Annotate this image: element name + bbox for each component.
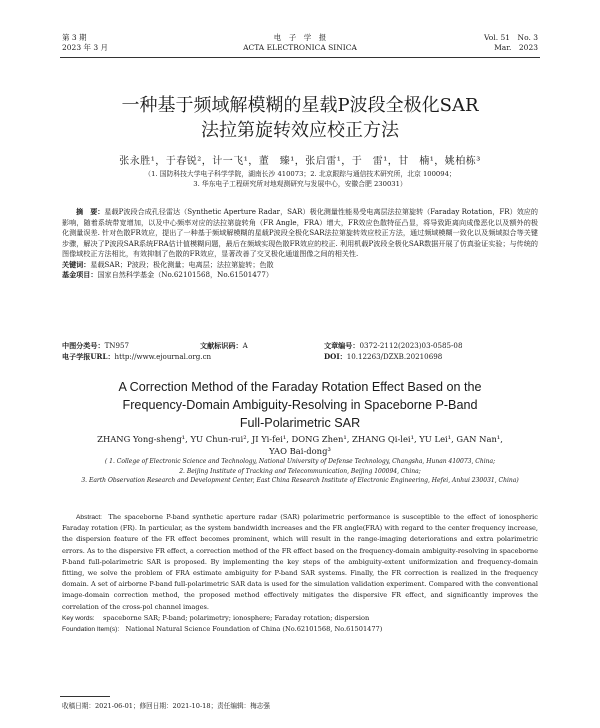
fund-en-label: Foundation Item(s):	[62, 626, 120, 634]
running-header-right	[484, 33, 538, 53]
clc-number	[62, 341, 129, 351]
volume-number: Vol. 51 No. 3	[484, 33, 538, 42]
running-header-left	[62, 33, 108, 53]
issue-number: 第 3 期	[62, 33, 87, 42]
doi	[324, 352, 442, 362]
keywords-en	[62, 613, 538, 624]
keywords-cn-label: 关键词：	[62, 259, 91, 269]
issue-date-en: Mar. 2023	[494, 43, 538, 52]
article-label: 文章编号：	[324, 341, 360, 350]
running-header-center	[200, 33, 400, 53]
url-value[interactable]: http://www.ejournal.org.cn	[114, 352, 212, 361]
affiliation-cn-line-1: （1. 国防科技大学电子科学学院，湖南长沙 410073；2. 北京跟踪与通信技术研究所，北京 100094；	[144, 170, 456, 178]
journal-name-en: ACTA ELECTRONICA SINICA	[243, 43, 357, 52]
authors-en	[60, 433, 540, 457]
journal-name-cn: 电 子 学 报	[273, 33, 327, 42]
authors-en-line-1: ZHANG Yong-sheng¹, YU Chun-rui², JI Yi-fei¹, DONG Zhen¹, ZHANG Qi-lei¹, YU Lei¹, GAN Nan¹,	[97, 434, 503, 444]
header-divider	[60, 57, 540, 58]
affiliation-en-line-1: ( 1. College of Electronic Science and Technology, National University of Defense Technology, Changsha, Hunan 410073, China;	[104, 458, 496, 465]
affiliations-en	[60, 457, 540, 486]
fund-cn-label: 基金项目：	[62, 270, 98, 279]
clc-label: 中图分类号：	[62, 341, 105, 350]
fund-cn-text: 国家自然科学基金（No.62101568，No.61501477）	[97, 270, 273, 279]
keywords-en-label: Key words:	[62, 614, 95, 622]
abstract-cn-text: 星载P波段合成孔径雷达（Synthetic Aperture Radar，SAR）极化测量性能易受电离层法拉第旋转（Faraday Rotation，FR）效应的影响，随着系统带宽增加，以及中心频率对应的法拉第旋转角（FR Angle，FRA）增大，FR效应色散特征凸显，将导致距离向成像恶化以及额外的极化测量误差. 针对色散FR效应，提出了一种基于频域解模糊的星载P波段全极化SAR法拉第旋转效应校正方法，通过频域模糊一致化以及频域拟合等关键步骤，解决了P波段SAR系统FRA估计值模糊问题，最后在频域实现色散FR效应的校正. 利用机载P波段全极化SAR数据开展了仿真验证实验；与传统的图像域校正方法相比，有效抑制了色散的FR效应，显著改善了交叉极化通道图像之间的相关性.	[62, 207, 538, 258]
doi-label: DOI：	[324, 352, 347, 361]
title-en-line-3: Full-Polarimetric SAR	[239, 416, 361, 430]
title-cn	[40, 93, 560, 143]
doi-value[interactable]: 10.12263/DZXB.20210698	[346, 352, 443, 361]
issue-date: 2023 年 3 月	[62, 43, 109, 52]
affiliations-cn	[40, 170, 560, 189]
document-code	[200, 341, 248, 351]
footnote-divider	[60, 696, 110, 697]
affiliation-cn-line-2: 3. 华东电子工程研究所对地观测研究与发展中心，安徽合肥 230031）	[193, 179, 407, 188]
abstract-en-text: The spaceborne P-band synthetic aperture radar (SAR) polarimetric performance is susceptible to the effect of ionospheric Faraday rotation (FR). In particular, as the system bandwidth increases and the FR angle(FRA) with regard to the center frequency increase, the dispersion feature of the FR effect becomes prominent, which will result in the range-imaging deteriorations and extra polarimetric errors. As to the dispersive FR effect, a correction method of the FR effect based on the frequency-domain ambiguity-resolving in spaceborne P-band full-polarimetric SAR is proposed. By implementing the key steps of the ambiguity-extent uniformization and frequency-domain fitting, we solve the problem of FRA estimate ambiguity for P-band SAR systems. Finally, the FR correction is realized in the frequency domain. A set of airborne P-band full-polarimetric SAR data is used for the simulation validation experiment. Compared with the conventional image-domain correction method, the proposed method effectively mitigates the dispersive FR effect, and significantly improves the correlation of the cross-pol channel images.	[62, 513, 538, 611]
keywords-cn	[62, 260, 538, 271]
classification-row	[62, 341, 538, 351]
journal-url	[62, 352, 211, 362]
affiliation-en-line-3: 3. Earth Observation Research and Development Center, East China Research Institute of Electronic Engineering, Hefei, Anhui 230031, China)	[81, 477, 519, 485]
abstract-cn	[62, 207, 538, 281]
article-value: 0372-2112(2023)03-0585-08	[359, 341, 463, 350]
abstract-en-label: Abstract:	[76, 514, 103, 521]
fund-en-text: National Natural Science Foundation of China (No.62101568, No.61501477)	[125, 625, 383, 634]
title-en-line-1: A Correction Method of the Faraday Rotation Effect Based on the	[118, 380, 482, 394]
doccode-value: A	[242, 341, 248, 350]
abstract-en	[62, 512, 538, 635]
title-en	[60, 378, 540, 432]
title-en-line-2: Frequency-Domain Ambiguity-Resolving in Spaceborne P-Band	[122, 398, 478, 412]
clc-value: TN957	[104, 341, 130, 350]
authors-en-line-2: YAO Bai-dong³	[269, 446, 331, 456]
fund-cn	[62, 270, 538, 281]
doccode-label: 文献标识码：	[200, 341, 243, 350]
keywords-en-text: spaceborne SAR; P-band; polarimetry; ionosphere; Faraday rotation; dispersion	[103, 613, 370, 622]
keywords-cn-text: 星载SAR；P波段；极化测量；电离层；法拉第旋转；色散	[90, 259, 274, 269]
authors-cn: 张永胜¹，于春锐²，计一飞¹，董 臻¹，张启雷¹，于 雷¹，甘 楠¹，姚柏栋³	[119, 156, 481, 167]
url-doi-row	[62, 352, 538, 362]
article-number	[324, 341, 462, 351]
received-date-footnote: 收稿日期：2021-06-01；修回日期：2021-10-18；责任编辑：梅志强	[62, 702, 270, 710]
abstract-cn-label: 摘 要：	[76, 207, 105, 216]
title-cn-line-2: 法拉第旋转效应校正方法	[201, 120, 399, 141]
url-label: 电子学报URL：	[62, 352, 115, 361]
abstract-cn-paragraph	[62, 207, 538, 260]
affiliation-en-line-2: 2. Beijing Institute of Tracking and Telecommunication, Beijing 100094, China;	[179, 467, 421, 475]
title-cn-line-1: 一种基于频域解模糊的星载P波段全极化SAR	[121, 95, 479, 116]
fund-en	[62, 624, 538, 635]
abstract-en-paragraph	[62, 512, 538, 613]
